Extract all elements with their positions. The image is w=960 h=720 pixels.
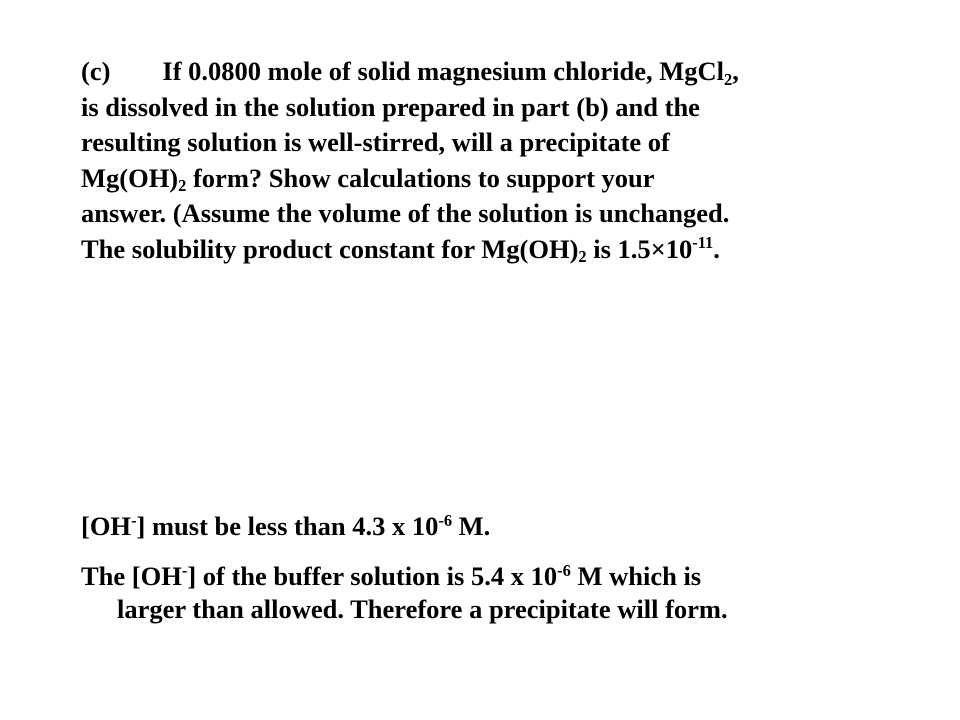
question-line-2: is dissolved in the solution prepared in part (b) and the [81,91,700,122]
answer-text [81,510,931,626]
question-line-3: resulting solution is well-stirred, will a precipitate of [81,127,670,157]
question-text [81,54,921,267]
part-label: (c) [81,56,111,86]
question-line-6: The solubility product constant for $Mg(OH)_2$ is $1.5\times 10^{-11}$. [81,233,720,267]
question-line-5: answer. (Assume the volume of the solution is unchanged. [81,198,730,228]
answer-paragraph-1: [OH-] must be less than 4.3 x $10^{-6}$ M. [81,510,491,541]
question-line-4: $Mg(OH)_2$ form? Show calculations to support your [81,162,655,196]
answer-paragraph-2: The [OH-] of the buffer solution is 5.4 x $10^{-6}$ M which is [81,560,702,591]
answer-paragraph-2-continuation: larger than allowed. Therefore a precipitate will form. [117,594,728,624]
question-line-1: (c) If 0.0800 mole of solid magnesium chloride, MgCl$_2$, [81,56,739,89]
